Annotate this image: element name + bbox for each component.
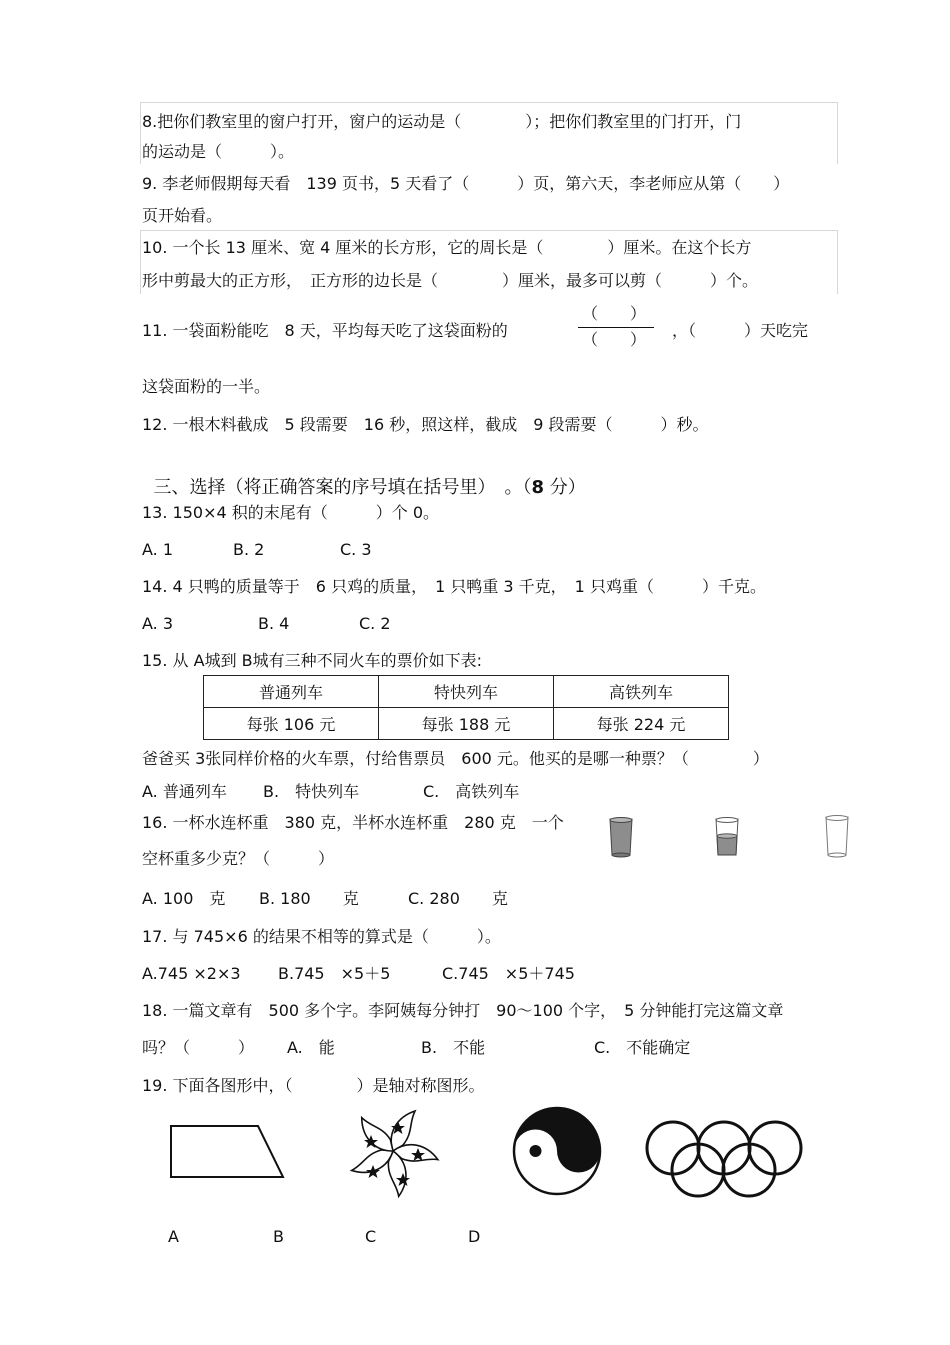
q13-option-b: B. 2 bbox=[233, 540, 265, 559]
q15-stem: 15. 从 A城到 B城有三种不同火车的票价如下表: bbox=[142, 651, 483, 670]
half-cup-icon bbox=[714, 816, 740, 858]
trapezoid-figure bbox=[166, 1120, 288, 1182]
figure-label-c: C bbox=[365, 1227, 377, 1246]
q9-line2: 页开始看。 bbox=[142, 206, 223, 225]
q11-fraction bbox=[570, 305, 658, 351]
q14-stem: 14. 4 只鸭的质量等于 6 只鸡的质量， 1 只鸭重 3 千克， 1 只鸡重（ ）千克。 bbox=[142, 577, 766, 596]
table-header-cell: 普通列车 bbox=[204, 676, 379, 708]
q13-stem: 13. 150×4 积的末尾有（ ）个 0。 bbox=[142, 503, 440, 522]
fraction-denominator: （ ） bbox=[581, 330, 646, 349]
table-row bbox=[204, 708, 729, 740]
table-cell: 每张 224 元 bbox=[554, 708, 729, 740]
q8-box-right bbox=[837, 102, 838, 164]
fraction-numerator: （ ） bbox=[581, 304, 646, 323]
q17-stem: 17. 与 745×6 的结果不相等的算式是（ ）。 bbox=[142, 927, 501, 946]
q13-option-c: C. 3 bbox=[340, 540, 372, 559]
q10-box-top bbox=[140, 230, 838, 231]
section3-score: 8 bbox=[531, 477, 544, 498]
yin-yang-figure bbox=[510, 1105, 604, 1197]
q14-option-c: C. 2 bbox=[359, 614, 391, 633]
q15-option-a: A. 普通列车 bbox=[142, 782, 227, 801]
q11-line2: 这袋面粉的一半。 bbox=[142, 377, 271, 396]
q15-line2: 爸爸买 3张同样价格的火车票，付给售票员 600 元。他买的是哪一种票？（ ） bbox=[142, 749, 769, 768]
figure-label-a: A bbox=[168, 1227, 179, 1246]
q15-option-b: B. 特快列车 bbox=[263, 782, 360, 801]
q17-option-b: B.745 ×5＋5 bbox=[278, 964, 391, 983]
q13-option-a: A. 1 bbox=[142, 540, 174, 559]
q14-option-a: A. 3 bbox=[142, 614, 174, 633]
fraction-bar bbox=[578, 327, 654, 328]
q17-option-a: A.745 ×2×3 bbox=[142, 964, 241, 983]
q10-box-right bbox=[837, 230, 838, 294]
section3-title: 三、选择（将正确答案的序号填在括号里） 。（ bbox=[153, 477, 532, 498]
q19-stem: 19. 下面各图形中，（ ）是轴对称图形。 bbox=[142, 1076, 485, 1095]
bauhinia-flower-figure bbox=[345, 1103, 441, 1199]
q8-box-top bbox=[140, 102, 838, 103]
table-header-cell: 高铁列车 bbox=[554, 676, 729, 708]
full-cup-icon bbox=[608, 816, 634, 858]
q8-line1: 8.把你们教室里的窗户打开，窗户的运动是（ ）；把你们教室里的门打开，门 bbox=[142, 112, 742, 131]
q18-line1: 18. 一篇文章有 500 多个字。李阿姨每分钟打 90～100 个字， 5 分钟能打完这篇文章 bbox=[142, 1001, 784, 1020]
q11-line1-post: ，（ ）天吃完 bbox=[672, 321, 809, 340]
q10-line1: 10. 一个长 13 厘米、宽 4 厘米的长方形，它的周长是（ ）厘米。在这个长方 bbox=[142, 238, 752, 257]
q8-line2: 的运动是（ ）。 bbox=[142, 142, 295, 161]
q10-box-left bbox=[140, 230, 141, 294]
q18-line2-pre: 吗？（ ） bbox=[142, 1038, 255, 1057]
q14-option-b: B. 4 bbox=[258, 614, 290, 633]
q8-box-left bbox=[140, 102, 141, 164]
q12: 12. 一根木料截成 5 段需要 16 秒，照这样，截成 9 段需要（ ）秒。 bbox=[142, 415, 709, 434]
table-cell: 每张 106 元 bbox=[204, 708, 379, 740]
section3-heading bbox=[142, 458, 586, 498]
q11-line1-pre: 11. 一袋面粉能吃 8 天，平均每天吃了这袋面粉的 bbox=[142, 321, 508, 340]
q10-line2: 形中剪最大的正方形， 正方形的边长是（ ）厘米，最多可以剪（ ）个。 bbox=[142, 271, 759, 290]
q18-option-a: A. 能 bbox=[287, 1038, 335, 1057]
q16-line2: 空杯重多少克？（ ） bbox=[142, 849, 335, 868]
q16-line1: 16. 一杯水连杯重 380 克，半杯水连杯重 280 克 一个 bbox=[142, 813, 564, 832]
q15-option-c: C. 高铁列车 bbox=[423, 782, 520, 801]
q9-line1: 9. 李老师假期每天看 139 页书，5 天看了（ ）页，第六天，李老师应从第（ ） bbox=[142, 174, 790, 193]
q16-option-c: C. 280 克 bbox=[408, 889, 508, 908]
section3-tail: 分） bbox=[543, 477, 586, 498]
olympic-rings-figure bbox=[641, 1118, 807, 1198]
fare-table bbox=[203, 675, 729, 740]
table-header-row bbox=[204, 676, 729, 708]
table-cell: 每张 188 元 bbox=[379, 708, 554, 740]
q16-option-b: B. 180 克 bbox=[259, 889, 359, 908]
q18-option-b: B. 不能 bbox=[421, 1038, 486, 1057]
figure-label-b: B bbox=[273, 1227, 284, 1246]
empty-cup-icon bbox=[824, 814, 850, 858]
figure-label-d: D bbox=[468, 1227, 481, 1246]
table-header-cell: 特快列车 bbox=[379, 676, 554, 708]
q18-option-c: C. 不能确定 bbox=[594, 1038, 691, 1057]
q17-option-c: C.745 ×5＋745 bbox=[442, 964, 575, 983]
q16-option-a: A. 100 克 bbox=[142, 889, 226, 908]
